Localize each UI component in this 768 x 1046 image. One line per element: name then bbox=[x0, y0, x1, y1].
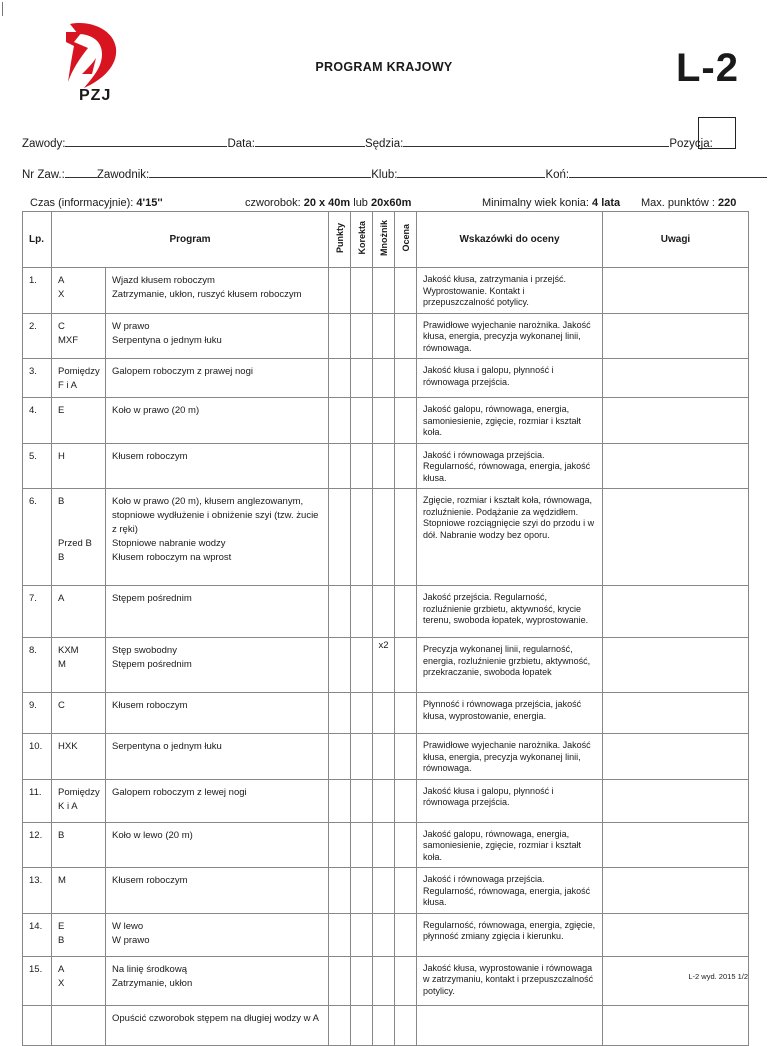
row-program bbox=[106, 359, 329, 398]
row-position bbox=[52, 822, 106, 868]
cell-line: E bbox=[58, 405, 65, 416]
row-program bbox=[106, 913, 329, 956]
mnoznik-cell bbox=[373, 398, 395, 444]
czas-value: 4'15'' bbox=[136, 197, 163, 209]
header-korekta: Korekta bbox=[351, 212, 373, 268]
pozycja-box[interactable] bbox=[698, 117, 736, 149]
table-row bbox=[23, 822, 749, 868]
cell-line: X bbox=[58, 977, 65, 989]
table-row bbox=[23, 779, 749, 822]
header-lp: Lp. bbox=[23, 212, 52, 268]
ocena-cell[interactable] bbox=[395, 779, 417, 822]
cell-line: B bbox=[58, 829, 65, 841]
cell-line bbox=[58, 509, 100, 523]
punkty-cell[interactable] bbox=[329, 779, 351, 822]
row-position bbox=[52, 443, 106, 489]
row-program bbox=[106, 313, 329, 359]
table-row bbox=[23, 693, 749, 734]
row-hint: Jakość kłusa, wyprostowanie i równowaga w zatrzymaniu, kontakt i przepuszczalność potylicy. bbox=[417, 956, 603, 1005]
ocena-cell[interactable] bbox=[395, 822, 417, 868]
korekta-cell[interactable] bbox=[351, 822, 373, 868]
cell-line: HXK bbox=[58, 741, 78, 752]
korekta-cell[interactable] bbox=[351, 913, 373, 956]
czworobok-info bbox=[245, 197, 411, 209]
klub-field[interactable] bbox=[397, 165, 545, 178]
cell-line: A bbox=[58, 963, 65, 975]
row-program bbox=[106, 1005, 329, 1045]
row-hint: Jakość przejścia. Regularność, rozluźnienie grzbietu, aktywność, krycie terenu, swoboda łopatek, wyprostowanie. bbox=[417, 586, 603, 638]
mnoznik-cell bbox=[373, 913, 395, 956]
header-uwagi: Uwagi bbox=[603, 212, 749, 268]
cell-line: C bbox=[58, 700, 65, 711]
row-number bbox=[23, 1005, 52, 1045]
uwagi-cell[interactable] bbox=[603, 822, 749, 868]
table-row bbox=[23, 913, 749, 956]
czworobok-a: 20 x 40m bbox=[303, 197, 351, 209]
mnoznik-cell bbox=[373, 489, 395, 586]
cell-line: Kłusem roboczym bbox=[112, 700, 188, 711]
max-info bbox=[641, 197, 736, 209]
klub-label: Klub: bbox=[371, 169, 398, 181]
ocena-cell[interactable] bbox=[395, 313, 417, 359]
mnoznik-cell bbox=[373, 268, 395, 314]
data-field[interactable] bbox=[255, 134, 365, 147]
uwagi-cell[interactable] bbox=[603, 489, 749, 586]
ocena-cell[interactable] bbox=[395, 489, 417, 586]
mnoznik-cell bbox=[373, 734, 395, 780]
header-mnoznik: Mnożnik bbox=[373, 212, 395, 268]
korekta-cell[interactable] bbox=[351, 398, 373, 444]
row-program bbox=[106, 443, 329, 489]
cell-line: Koło w lewo (20 m) bbox=[112, 829, 193, 841]
zawody-label: Zawody: bbox=[22, 138, 66, 150]
cell-line: Stępem pośrednim bbox=[112, 593, 192, 604]
header-ocena: Ocena bbox=[395, 212, 417, 268]
row-program bbox=[106, 779, 329, 822]
cell-line: Koło w prawo (20 m) bbox=[112, 405, 200, 416]
ocena-cell[interactable] bbox=[395, 398, 417, 444]
row-hint: Jakość kłusa, zatrzymania i przejść. Wyprostowanie. Kontakt i przepuszczalność potylicy. bbox=[417, 268, 603, 314]
cell-line: Kłusem roboczym bbox=[112, 875, 188, 886]
punkty-cell[interactable] bbox=[329, 586, 351, 638]
korekta-cell[interactable] bbox=[351, 586, 373, 638]
cell-line: Kłusem roboczym na wprost bbox=[112, 552, 232, 563]
cell-line: B bbox=[58, 552, 65, 563]
row-program bbox=[106, 693, 329, 734]
ocena-cell[interactable] bbox=[395, 693, 417, 734]
page-footer: L-2 wyd. 2015 1/2 bbox=[688, 972, 748, 981]
row-hint: Jakość galopu, równowaga, energia, samoniesienie, zgięcie, rozmiar i kształt koła. bbox=[417, 822, 603, 868]
korekta-cell[interactable] bbox=[351, 268, 373, 314]
row-program bbox=[106, 868, 329, 914]
ocena-cell[interactable] bbox=[395, 868, 417, 914]
form-row-1 bbox=[22, 134, 713, 150]
uwagi-cell[interactable] bbox=[603, 779, 749, 822]
ocena-cell[interactable] bbox=[395, 1005, 417, 1045]
row-position bbox=[52, 868, 106, 914]
ocena-cell[interactable] bbox=[395, 913, 417, 956]
table-row bbox=[23, 638, 749, 693]
table-row bbox=[23, 956, 749, 1005]
cell-line: C bbox=[58, 320, 65, 332]
row-program bbox=[106, 489, 329, 586]
mnoznik-cell bbox=[373, 956, 395, 1005]
row-number: 7. bbox=[23, 586, 52, 638]
row-hint: Prawidłowe wyjechanie narożnika. Jakość kłusa, energia, precyzja wykonanej linii, równowaga. bbox=[417, 313, 603, 359]
korekta-cell[interactable] bbox=[351, 1005, 373, 1045]
table-row bbox=[23, 398, 749, 444]
cell-line: W prawo bbox=[112, 320, 150, 332]
uwagi-cell[interactable] bbox=[603, 868, 749, 914]
zawodnik-label: Zawodnik: bbox=[96, 169, 150, 181]
uwagi-cell[interactable] bbox=[603, 913, 749, 956]
row-hint bbox=[417, 1005, 603, 1045]
cell-line: W lewo bbox=[112, 920, 144, 932]
table-row bbox=[23, 443, 749, 489]
table-row bbox=[23, 868, 749, 914]
cell-line: Stęp swobodny bbox=[112, 645, 177, 656]
uwagi-cell[interactable] bbox=[603, 443, 749, 489]
cell-line: Galopem roboczym z lewej nogi bbox=[112, 786, 247, 798]
korekta-cell[interactable] bbox=[351, 359, 373, 398]
punkty-cell[interactable] bbox=[329, 443, 351, 489]
korekta-cell[interactable] bbox=[351, 868, 373, 914]
uwagi-cell[interactable] bbox=[603, 313, 749, 359]
scoring-table bbox=[22, 211, 749, 1046]
korekta-cell[interactable] bbox=[351, 779, 373, 822]
cell-line: Opuścić czworobok stępem na długiej wodzy w A bbox=[112, 1012, 319, 1024]
punkty-cell[interactable] bbox=[329, 313, 351, 359]
row-hint: Jakość i równowaga przejścia. Regularność, równowaga, energia, jakość kłusa. bbox=[417, 868, 603, 914]
uwagi-cell[interactable] bbox=[603, 693, 749, 734]
cell-line: M bbox=[58, 659, 66, 670]
row-number: 5. bbox=[23, 443, 52, 489]
nr-zaw-field[interactable] bbox=[65, 165, 97, 178]
row-program bbox=[106, 956, 329, 1005]
row-number: 1. bbox=[23, 268, 52, 314]
row-hint: Precyzja wykonanej linii, regularność, energia, rozluźnienie grzbietu, aktywność, przekraczanie, swoboda łopatek bbox=[417, 638, 603, 693]
mnoznik-cell bbox=[373, 693, 395, 734]
row-number: 4. bbox=[23, 398, 52, 444]
row-number: 8. bbox=[23, 638, 52, 693]
page-title: PROGRAM KRAJOWY bbox=[315, 60, 453, 74]
cell-line: Na linię środkową bbox=[112, 963, 187, 975]
ocena-cell[interactable] bbox=[395, 359, 417, 398]
cell-line: B bbox=[58, 496, 65, 507]
cell-line: Kłusem roboczym bbox=[112, 450, 188, 462]
cell-line: MXF bbox=[58, 334, 79, 346]
row-position bbox=[52, 638, 106, 693]
wiek-value: 4 lata bbox=[592, 197, 621, 209]
row-position bbox=[52, 313, 106, 359]
row-program bbox=[106, 268, 329, 314]
row-position bbox=[52, 398, 106, 444]
row-program bbox=[106, 398, 329, 444]
korekta-cell[interactable] bbox=[351, 693, 373, 734]
uwagi-cell[interactable] bbox=[603, 638, 749, 693]
table-row bbox=[23, 268, 749, 314]
data-label: Data: bbox=[227, 138, 255, 150]
cell-line: B bbox=[58, 934, 65, 946]
punkty-cell[interactable] bbox=[329, 734, 351, 780]
mnoznik-cell bbox=[373, 779, 395, 822]
row-hint: Płynność i równowaga przejścia, jakość kłusa, wyprostowanie, energia. bbox=[417, 693, 603, 734]
cell-line: X bbox=[58, 289, 65, 300]
table-header-row bbox=[23, 212, 749, 268]
zawodnik-field[interactable] bbox=[149, 165, 371, 178]
row-position bbox=[52, 489, 106, 586]
row-program bbox=[106, 586, 329, 638]
punkty-cell[interactable] bbox=[329, 822, 351, 868]
uwagi-cell[interactable] bbox=[603, 1005, 749, 1045]
row-number: 12. bbox=[23, 822, 52, 868]
table-row bbox=[23, 313, 749, 359]
kon-label: Koń: bbox=[545, 169, 570, 181]
cell-line: E bbox=[58, 920, 65, 932]
cell-line: Serpentyna o jednym łuku bbox=[112, 334, 222, 346]
cell-line: M bbox=[58, 875, 66, 886]
punkty-cell[interactable] bbox=[329, 489, 351, 586]
row-position bbox=[52, 268, 106, 314]
ocena-cell[interactable] bbox=[395, 443, 417, 489]
mnoznik-cell bbox=[373, 359, 395, 398]
ocena-cell[interactable] bbox=[395, 268, 417, 314]
czworobok-mid: lub bbox=[350, 197, 371, 209]
ocena-cell[interactable] bbox=[395, 638, 417, 693]
cell-line: H bbox=[58, 450, 65, 462]
punkty-cell[interactable] bbox=[329, 1005, 351, 1045]
punkty-cell[interactable] bbox=[329, 913, 351, 956]
table-row bbox=[23, 489, 749, 586]
punkty-cell[interactable] bbox=[329, 359, 351, 398]
uwagi-cell[interactable] bbox=[603, 268, 749, 314]
row-number: 6. bbox=[23, 489, 52, 586]
table-row bbox=[23, 359, 749, 398]
cell-line: Stopniowe nabranie wodzy bbox=[112, 538, 226, 549]
row-number: 13. bbox=[23, 868, 52, 914]
row-hint: Regularność, równowaga, energia, zgięcie, płynność zmiany zgięcia i kierunku. bbox=[417, 913, 603, 956]
row-position bbox=[52, 913, 106, 956]
kon-field[interactable] bbox=[569, 165, 767, 178]
row-hint: Jakość i równowaga przejścia. Regularność, równowaga, energia, jakość kłusa. bbox=[417, 443, 603, 489]
wiek-label: Minimalny wiek konia: bbox=[482, 197, 593, 209]
punkty-cell[interactable] bbox=[329, 268, 351, 314]
cell-line: Wjazd kłusem roboczym bbox=[112, 275, 215, 286]
mnoznik-cell bbox=[373, 1005, 395, 1045]
punkty-cell[interactable] bbox=[329, 956, 351, 1005]
row-hint: Prawidłowe wyjechanie narożnika. Jakość kłusa, energia, precyzja wykonanej linii, równowaga. bbox=[417, 734, 603, 780]
table-row bbox=[23, 1005, 749, 1045]
header-wskazowki: Wskazówki do oceny bbox=[417, 212, 603, 268]
logo-text: PZJ bbox=[79, 87, 112, 104]
row-number: 9. bbox=[23, 693, 52, 734]
mnoznik-cell bbox=[373, 868, 395, 914]
czas-label: Czas (informacyjnie): bbox=[30, 197, 137, 209]
ocena-cell[interactable] bbox=[395, 586, 417, 638]
header-program: Program bbox=[52, 212, 329, 268]
sedzia-label: Sędzia: bbox=[364, 138, 404, 150]
row-position bbox=[52, 359, 106, 398]
row-program bbox=[106, 734, 329, 780]
mnoznik-cell: x2 bbox=[373, 638, 395, 693]
row-number: 15. bbox=[23, 956, 52, 1005]
cell-line: Pomiędzy F i A bbox=[58, 366, 100, 391]
row-position bbox=[52, 734, 106, 780]
max-label: Max. punktów : bbox=[641, 197, 719, 209]
korekta-cell[interactable] bbox=[351, 638, 373, 693]
uwagi-cell[interactable] bbox=[603, 398, 749, 444]
row-hint: Jakość galopu, równowaga, energia, samoniesienie, zgięcie, rozmiar i kształt koła. bbox=[417, 398, 603, 444]
mnoznik-cell bbox=[373, 822, 395, 868]
page-corner-mark bbox=[2, 2, 3, 16]
cell-line: A bbox=[58, 275, 65, 286]
cell-line bbox=[58, 1012, 100, 1026]
uwagi-cell[interactable] bbox=[603, 359, 749, 398]
czworobok-b: 20x60m bbox=[370, 197, 412, 209]
mnoznik-cell bbox=[373, 586, 395, 638]
korekta-cell[interactable] bbox=[351, 489, 373, 586]
cell-line: Zatrzymanie, ukłon bbox=[112, 977, 193, 989]
row-number: 11. bbox=[23, 779, 52, 822]
czworobok-label: czworobok: bbox=[245, 197, 304, 209]
pozycja-label: Pozycja: bbox=[669, 138, 713, 150]
korekta-cell[interactable] bbox=[351, 443, 373, 489]
table-row bbox=[23, 586, 749, 638]
korekta-cell[interactable] bbox=[351, 956, 373, 1005]
punkty-cell[interactable] bbox=[329, 638, 351, 693]
wiek-info bbox=[482, 197, 620, 209]
punkty-cell[interactable] bbox=[329, 868, 351, 914]
row-number: 2. bbox=[23, 313, 52, 359]
max-value: 220 bbox=[718, 197, 737, 209]
czas-info bbox=[30, 197, 163, 209]
cell-line: Zatrzymanie, ukłon, ruszyć kłusem roboczym bbox=[112, 289, 302, 300]
cell-line: A bbox=[58, 593, 65, 604]
nr-zaw-label: Nr Zaw.: bbox=[22, 169, 65, 181]
cell-line: Przed B bbox=[58, 538, 92, 549]
cell-line: Pomiędzy K i A bbox=[58, 786, 100, 812]
row-number: 3. bbox=[23, 359, 52, 398]
korekta-cell[interactable] bbox=[351, 734, 373, 780]
row-number: 10. bbox=[23, 734, 52, 780]
row-number: 14. bbox=[23, 913, 52, 956]
cell-line bbox=[58, 523, 100, 537]
form-row-2 bbox=[22, 165, 767, 181]
header-punkty: Punkty bbox=[329, 212, 351, 268]
sedzia-field[interactable] bbox=[403, 134, 669, 147]
row-hint: Zgięcie, rozmiar i kształt koła, równowaga, rozluźnienie. Podążanie za wędzidłem. Stopniowe rozciągnięcie szyi do przodu i w dół. Nabranie wodzy bez oporu. bbox=[417, 489, 603, 586]
row-hint: Jakość kłusa i galopu, płynność i równowaga przejścia. bbox=[417, 779, 603, 822]
row-position bbox=[52, 956, 106, 1005]
uwagi-cell[interactable] bbox=[603, 734, 749, 780]
cell-line: Stępem pośrednim bbox=[112, 659, 192, 670]
mnoznik-cell bbox=[373, 313, 395, 359]
cell-line: W prawo bbox=[112, 934, 150, 946]
row-program bbox=[106, 822, 329, 868]
punkty-cell[interactable] bbox=[329, 398, 351, 444]
ocena-cell[interactable] bbox=[395, 734, 417, 780]
cell-line: Koło w prawo (20 m), kłusem anglezowanym, stopniowe wydłużenie i obniżenie szyi (tzw. żucie z ręki) bbox=[112, 496, 319, 535]
row-hint: Jakość kłusa i galopu, płynność i równowaga przejścia. bbox=[417, 359, 603, 398]
uwagi-cell[interactable] bbox=[603, 586, 749, 638]
zawody-field[interactable] bbox=[65, 134, 227, 147]
korekta-cell[interactable] bbox=[351, 313, 373, 359]
row-position bbox=[52, 779, 106, 822]
row-position bbox=[52, 693, 106, 734]
test-code: L-2 bbox=[676, 46, 739, 90]
cell-line: KXM bbox=[58, 645, 79, 656]
row-position bbox=[52, 1005, 106, 1045]
ocena-cell[interactable] bbox=[395, 956, 417, 1005]
mnoznik-cell bbox=[373, 443, 395, 489]
row-position bbox=[52, 586, 106, 638]
punkty-cell[interactable] bbox=[329, 693, 351, 734]
row-program bbox=[106, 638, 329, 693]
table-row bbox=[23, 734, 749, 780]
cell-line: Galopem roboczym z prawej nogi bbox=[112, 366, 253, 377]
cell-line: Serpentyna o jednym łuku bbox=[112, 741, 222, 752]
